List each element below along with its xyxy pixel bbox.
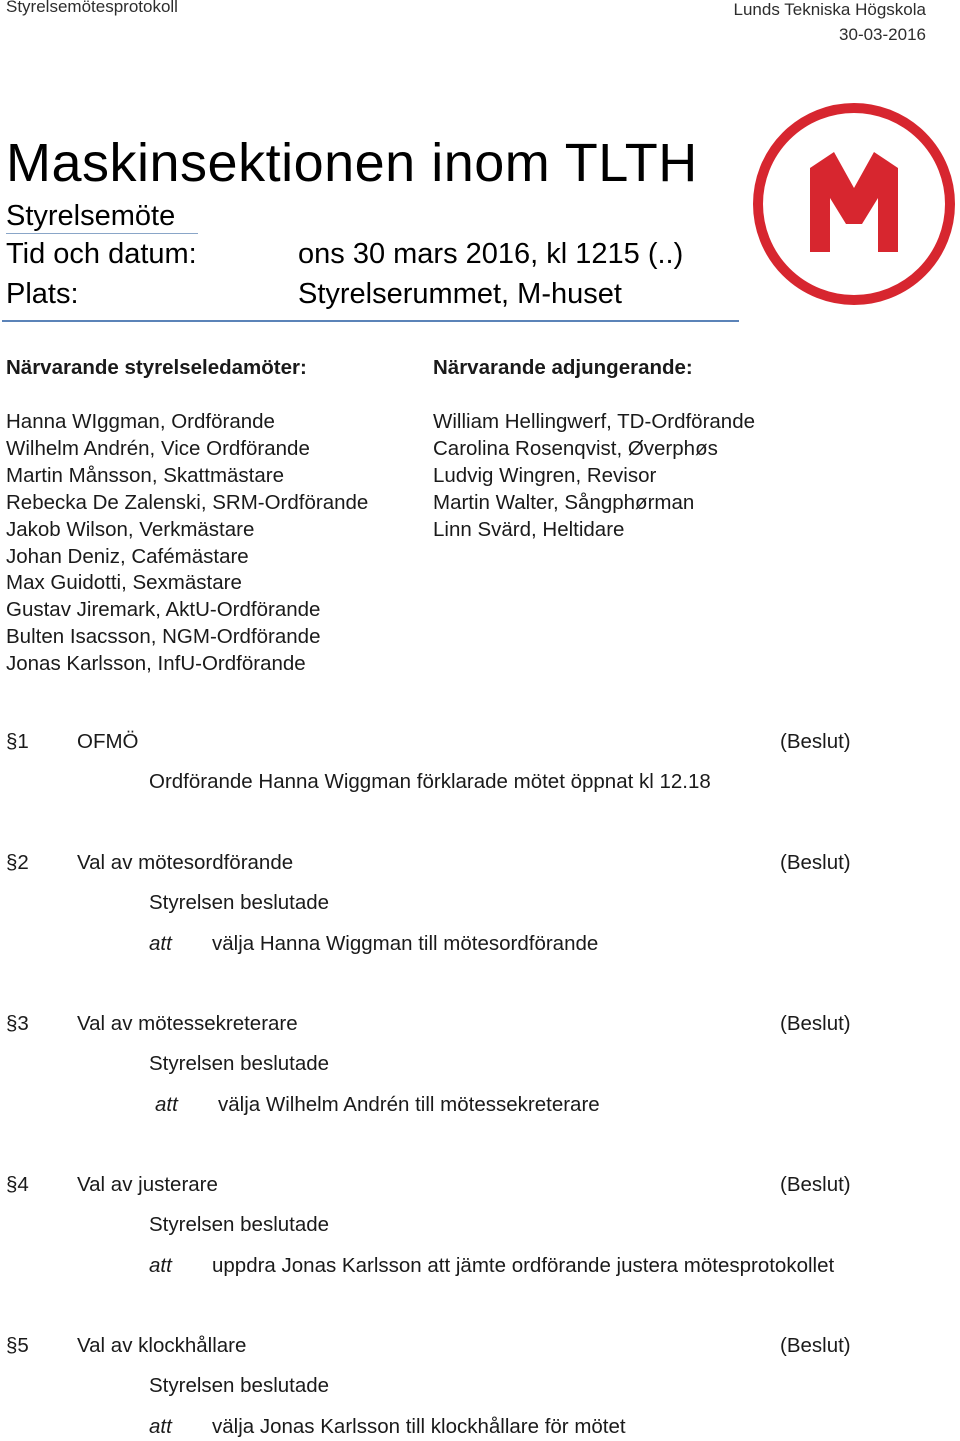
list-item: Rebecka De Zalenski, SRM-Ordförande: [6, 490, 369, 514]
section-heading: [0, 1171, 960, 1199]
list-item: Max Guidotti, Sexmästare: [6, 571, 242, 595]
list-item: Jonas Karlsson, InfU-Ordförande: [6, 652, 306, 676]
section-heading: [0, 1332, 960, 1360]
board-members-column: [6, 354, 368, 678]
section-intro: Styrelsen beslutade: [149, 891, 330, 914]
att-label: att: [149, 1415, 172, 1438]
meta-place-row: [6, 278, 622, 311]
section-tag: (Beslut): [780, 730, 851, 753]
section-decision: välja Jonas Karlsson till klockhållare för mötet: [212, 1415, 626, 1438]
section-heading: [0, 728, 960, 756]
adjunct-members-column: [433, 354, 755, 544]
list-item: Martin Månsson, Skattmästare: [6, 463, 284, 487]
section-tag: (Beslut): [780, 1334, 851, 1357]
section-title: OFMÖ: [77, 730, 139, 753]
meta-time-value: ons 30 mars 2016, kl 1215 (..): [298, 238, 684, 270]
list-item: Hanna WIggman, Ordförande: [6, 410, 275, 433]
header-date: 30-03-2016: [839, 25, 926, 44]
att-label: att: [149, 932, 172, 955]
adjunct-members-heading: Närvarande adjungerande:: [433, 356, 693, 379]
section-intro: Styrelsen beslutade: [149, 1213, 330, 1236]
list-item: Linn Svärd, Heltidare: [433, 517, 625, 541]
header-university: Lunds Tekniska Högskola: [733, 0, 926, 19]
section-title: Val av mötessekreterare: [77, 1012, 298, 1035]
board-members-heading: Närvarande styrelseledamöter:: [6, 356, 307, 379]
section-number: §2: [6, 851, 29, 874]
adjunct-members-list: [433, 409, 755, 544]
list-item: Johan Deniz, Cafémästare: [6, 544, 249, 568]
section-tag: (Beslut): [780, 1012, 851, 1035]
section-heading: [0, 849, 960, 877]
section-decision-row: [0, 1413, 960, 1441]
list-item: Gustav Jiremark, AktU-Ordförande: [6, 598, 321, 622]
list-item: Ludvig Wingren, Revisor: [433, 463, 657, 487]
section-decision: välja Hanna Wiggman till mötesordförande: [212, 932, 599, 955]
section-decision: välja Wilhelm Andrén till mötessekreterare: [218, 1093, 600, 1116]
header-divider: [2, 320, 739, 322]
att-label: att: [149, 1254, 172, 1277]
section-text: Ordförande Hanna Wiggman förklarade mötet öppnat kl 12.18: [149, 770, 711, 793]
subtitle-underline: [6, 233, 198, 234]
section-heading: [0, 1010, 960, 1038]
meta-place-label: Plats:: [6, 278, 79, 310]
document-title: Maskinsektionen inom TLTH: [6, 133, 698, 193]
section-title: Val av mötesordförande: [77, 851, 294, 874]
meta-time-label: Tid och datum:: [6, 238, 197, 270]
section-title: Val av justerare: [77, 1173, 218, 1196]
list-item: Carolina Rosenqvist, Øverphøs: [433, 436, 718, 460]
header-organization: [734, 0, 926, 47]
list-item: Jakob Wilson, Verkmästare: [6, 517, 255, 541]
section-intro: Styrelsen beslutade: [149, 1052, 330, 1075]
m-logo-icon: [752, 102, 956, 306]
section-title: Val av klockhållare: [77, 1334, 247, 1357]
header-document-type: Styrelsemötesprotokoll: [6, 0, 178, 16]
section-tag: (Beslut): [780, 1173, 851, 1196]
list-item: Bulten Isacsson, NGM-Ordförande: [6, 625, 321, 649]
meta-place-value: Styrelserummet, M-huset: [298, 278, 622, 310]
section-number: §1: [6, 730, 29, 753]
list-item: William Hellingwerf, TD-Ordförande: [433, 410, 756, 433]
att-label: att: [155, 1093, 178, 1116]
section-decision-row: [0, 1091, 960, 1119]
document-subtitle: Styrelsemöte: [6, 200, 176, 232]
section-intro: Styrelsen beslutade: [149, 1374, 330, 1397]
section-decision-row: [0, 930, 960, 958]
section-number: §5: [6, 1334, 29, 1357]
section-number: §4: [6, 1173, 29, 1196]
section-number: §3: [6, 1012, 29, 1035]
list-item: Wilhelm Andrén, Vice Ordförande: [6, 436, 310, 460]
list-item: Martin Walter, Sångphørman: [433, 490, 695, 514]
meta-time-row: [6, 238, 683, 271]
section-tag: (Beslut): [780, 851, 851, 874]
section-decision: uppdra Jonas Karlsson att jämte ordförande justera mötesprotokollet: [212, 1254, 835, 1277]
section-decision-row: [0, 1252, 960, 1280]
board-members-list: [6, 409, 368, 678]
